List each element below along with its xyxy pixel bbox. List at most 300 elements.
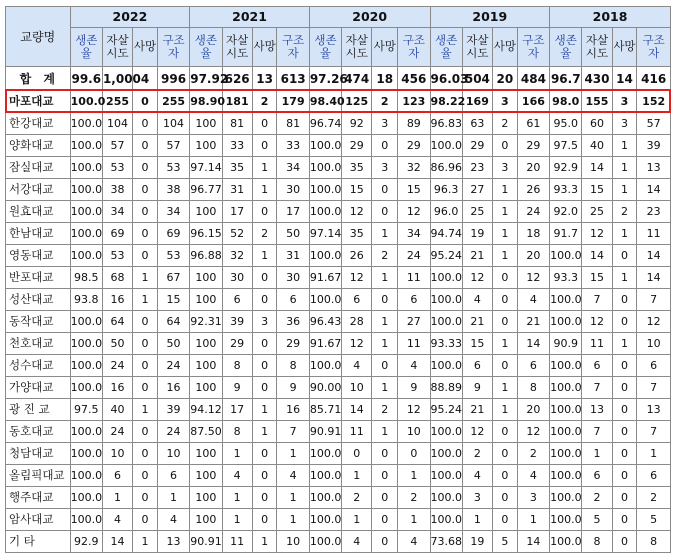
value-cell: 34 bbox=[277, 157, 309, 179]
value-cell: 12 bbox=[517, 267, 549, 289]
year-header-2022: 2022 bbox=[70, 7, 190, 28]
value-cell: 0 bbox=[133, 377, 158, 399]
value-cell: 69 bbox=[157, 223, 189, 245]
value-cell: 57 bbox=[157, 135, 189, 157]
value-cell: 100.0 bbox=[70, 443, 102, 465]
value-cell: 100.0 bbox=[309, 289, 341, 311]
bridge-name-cell: 천호대교 bbox=[6, 333, 71, 355]
value-cell: 100.0 bbox=[309, 509, 341, 531]
value-cell: 3 bbox=[492, 91, 517, 113]
value-cell: 33 bbox=[277, 135, 309, 157]
value-cell: 100.0 bbox=[550, 399, 582, 421]
value-cell: 100.0 bbox=[550, 465, 582, 487]
value-cell: 8 bbox=[517, 377, 549, 399]
value-cell: 35 bbox=[342, 223, 372, 245]
value-cell: 20 bbox=[492, 67, 517, 91]
value-cell: 29 bbox=[398, 135, 430, 157]
value-cell: 100.0 bbox=[70, 509, 102, 531]
value-cell: 12 bbox=[342, 267, 372, 289]
bridge-name-cell: 행주대교 bbox=[6, 487, 71, 509]
value-cell: 93.3 bbox=[550, 179, 582, 201]
value-cell: 1 bbox=[492, 399, 517, 421]
value-cell: 16 bbox=[102, 377, 132, 399]
value-cell: 8 bbox=[582, 531, 612, 553]
value-cell: 100 bbox=[190, 355, 222, 377]
value-cell: 100.0 bbox=[430, 421, 462, 443]
value-cell: 53 bbox=[157, 245, 189, 267]
value-cell: 73.68 bbox=[430, 531, 462, 553]
column-header-row bbox=[6, 28, 671, 67]
table-row bbox=[6, 311, 671, 333]
value-cell: 96.03 bbox=[430, 67, 462, 91]
value-cell: 94.12 bbox=[190, 399, 222, 421]
value-cell: 100.0 bbox=[70, 179, 102, 201]
bridge-name-cell: 한남대교 bbox=[6, 223, 71, 245]
highlighted-row bbox=[6, 91, 671, 113]
value-cell: 0 bbox=[133, 355, 158, 377]
value-cell: 626 bbox=[222, 67, 252, 91]
value-cell: 1 bbox=[612, 333, 637, 355]
value-cell: 96.0 bbox=[430, 201, 462, 223]
value-cell: 98.22 bbox=[430, 91, 462, 113]
value-cell: 24 bbox=[157, 355, 189, 377]
value-cell: 13 bbox=[637, 399, 671, 421]
value-cell: 0 bbox=[133, 135, 158, 157]
bridge-name-cell: 영동대교 bbox=[6, 245, 71, 267]
value-cell: 3 bbox=[372, 157, 398, 179]
value-cell: 1 bbox=[252, 421, 277, 443]
value-cell: 2 bbox=[637, 487, 671, 509]
value-cell: 0 bbox=[252, 509, 277, 531]
value-cell: 8 bbox=[277, 355, 309, 377]
value-cell: 100 bbox=[190, 487, 222, 509]
value-cell: 11 bbox=[582, 333, 612, 355]
value-cell: 0 bbox=[372, 179, 398, 201]
value-cell: 85.71 bbox=[309, 399, 341, 421]
value-cell: 13 bbox=[157, 531, 189, 553]
value-cell: 0 bbox=[492, 443, 517, 465]
year-header-2019: 2019 bbox=[430, 7, 550, 28]
value-cell: 100.0 bbox=[309, 245, 341, 267]
value-cell: 14 bbox=[582, 157, 612, 179]
value-cell: 0 bbox=[372, 531, 398, 553]
value-cell: 1 bbox=[342, 465, 372, 487]
value-cell: 1 bbox=[252, 245, 277, 267]
value-cell: 69 bbox=[102, 223, 132, 245]
bridge-name-cell: 서강대교 bbox=[6, 179, 71, 201]
value-cell: 0 bbox=[612, 465, 637, 487]
value-cell: 6 bbox=[398, 289, 430, 311]
column-header-rescued: 구조자 bbox=[517, 28, 549, 67]
column-header-deaths: 사망 bbox=[372, 28, 398, 67]
value-cell: 29 bbox=[462, 135, 492, 157]
value-cell: 4 bbox=[277, 465, 309, 487]
value-cell: 12 bbox=[398, 399, 430, 421]
value-cell: 96.88 bbox=[190, 245, 222, 267]
value-cell: 6 bbox=[102, 465, 132, 487]
value-cell: 2 bbox=[372, 399, 398, 421]
value-cell: 92.9 bbox=[550, 157, 582, 179]
value-cell: 24 bbox=[398, 245, 430, 267]
value-cell: 15 bbox=[462, 333, 492, 355]
value-cell: 100.0 bbox=[309, 487, 341, 509]
value-cell: 34 bbox=[398, 223, 430, 245]
value-cell: 39 bbox=[157, 399, 189, 421]
value-cell: 100.0 bbox=[70, 223, 102, 245]
value-cell: 100.0 bbox=[70, 113, 102, 135]
value-cell: 5 bbox=[492, 531, 517, 553]
value-cell: 1 bbox=[492, 201, 517, 223]
value-cell: 17 bbox=[222, 399, 252, 421]
value-cell: 0 bbox=[492, 509, 517, 531]
table-row bbox=[6, 377, 671, 399]
value-cell: 1 bbox=[277, 443, 309, 465]
table-row bbox=[6, 289, 671, 311]
value-cell: 57 bbox=[102, 135, 132, 157]
value-cell: 100.0 bbox=[550, 421, 582, 443]
value-cell: 0 bbox=[492, 465, 517, 487]
table-row bbox=[6, 179, 671, 201]
value-cell: 0 bbox=[133, 509, 158, 531]
value-cell: 0 bbox=[372, 201, 398, 223]
value-cell: 0 bbox=[252, 135, 277, 157]
value-cell: 20 bbox=[517, 399, 549, 421]
value-cell: 0 bbox=[133, 421, 158, 443]
value-cell: 95.24 bbox=[430, 245, 462, 267]
table-row bbox=[6, 245, 671, 267]
value-cell: 93.8 bbox=[70, 289, 102, 311]
value-cell: 0 bbox=[372, 487, 398, 509]
value-cell: 1 bbox=[637, 443, 671, 465]
value-cell: 14 bbox=[342, 399, 372, 421]
value-cell: 100 bbox=[190, 443, 222, 465]
total-row bbox=[6, 67, 671, 91]
value-cell: 13 bbox=[582, 399, 612, 421]
value-cell: 4 bbox=[398, 531, 430, 553]
value-cell: 100 bbox=[190, 333, 222, 355]
value-cell: 0 bbox=[612, 377, 637, 399]
value-cell: 4 bbox=[102, 509, 132, 531]
value-cell: 0 bbox=[252, 355, 277, 377]
value-cell: 100.0 bbox=[550, 443, 582, 465]
value-cell: 68 bbox=[102, 267, 132, 289]
value-cell: 100.0 bbox=[70, 91, 102, 113]
value-cell: 0 bbox=[612, 531, 637, 553]
value-cell: 7 bbox=[582, 377, 612, 399]
value-cell: 14 bbox=[612, 67, 637, 91]
value-cell: 13 bbox=[637, 157, 671, 179]
bridge-name-cell: 올림픽대교 bbox=[6, 465, 71, 487]
value-cell: 100.0 bbox=[70, 487, 102, 509]
column-header-attempts: 자살시도 bbox=[462, 28, 492, 67]
value-cell: 1 bbox=[372, 421, 398, 443]
value-cell: 30 bbox=[277, 267, 309, 289]
value-cell: 4 bbox=[462, 465, 492, 487]
value-cell: 0 bbox=[612, 355, 637, 377]
value-cell: 24 bbox=[517, 201, 549, 223]
value-cell: 96.43 bbox=[309, 311, 341, 333]
value-cell: 0 bbox=[612, 487, 637, 509]
value-cell: 1 bbox=[102, 487, 132, 509]
value-cell: 0 bbox=[492, 421, 517, 443]
value-cell: 1 bbox=[398, 509, 430, 531]
value-cell: 1 bbox=[133, 289, 158, 311]
value-cell: 19 bbox=[462, 531, 492, 553]
value-cell: 10 bbox=[277, 531, 309, 553]
value-cell: 86.96 bbox=[430, 157, 462, 179]
value-cell: 91.7 bbox=[550, 223, 582, 245]
value-cell: 97.92 bbox=[190, 67, 222, 91]
value-cell: 0 bbox=[372, 135, 398, 157]
value-cell: 11 bbox=[398, 333, 430, 355]
table-row bbox=[6, 135, 671, 157]
value-cell: 100 bbox=[190, 465, 222, 487]
value-cell: 21 bbox=[462, 311, 492, 333]
value-cell: 3 bbox=[462, 487, 492, 509]
column-header-attempts: 자살시도 bbox=[342, 28, 372, 67]
value-cell: 15 bbox=[398, 179, 430, 201]
value-cell: 14 bbox=[517, 333, 549, 355]
value-cell: 88.89 bbox=[430, 377, 462, 399]
value-cell: 100.0 bbox=[309, 443, 341, 465]
value-cell: 15 bbox=[157, 289, 189, 311]
value-cell: 100.0 bbox=[550, 311, 582, 333]
column-header-survival-rate: 생존율 bbox=[309, 28, 341, 67]
bridge-name-cell: 동호대교 bbox=[6, 421, 71, 443]
value-cell: 2 bbox=[252, 223, 277, 245]
table-row bbox=[6, 443, 671, 465]
value-cell: 484 bbox=[517, 67, 549, 91]
table-row bbox=[6, 509, 671, 531]
value-cell: 100 bbox=[190, 509, 222, 531]
value-cell: 14 bbox=[637, 245, 671, 267]
value-cell: 6 bbox=[582, 465, 612, 487]
value-cell: 100.0 bbox=[309, 531, 341, 553]
value-cell: 100.0 bbox=[430, 465, 462, 487]
value-cell: 17 bbox=[277, 201, 309, 223]
value-cell: 99.6 bbox=[70, 67, 102, 91]
value-cell: 0 bbox=[492, 267, 517, 289]
value-cell: 39 bbox=[637, 135, 671, 157]
value-cell: 95.24 bbox=[430, 399, 462, 421]
value-cell: 4 bbox=[342, 355, 372, 377]
value-cell: 179 bbox=[277, 91, 309, 113]
value-cell: 2 bbox=[582, 487, 612, 509]
value-cell: 3 bbox=[612, 113, 637, 135]
value-cell: 14 bbox=[102, 531, 132, 553]
value-cell: 24 bbox=[157, 421, 189, 443]
value-cell: 1 bbox=[277, 509, 309, 531]
value-cell: 100.0 bbox=[430, 443, 462, 465]
value-cell: 100.0 bbox=[430, 487, 462, 509]
bridge-name-cell: 가양대교 bbox=[6, 377, 71, 399]
value-cell: 40 bbox=[582, 135, 612, 157]
value-cell: 100.0 bbox=[550, 245, 582, 267]
value-cell: 2 bbox=[252, 91, 277, 113]
value-cell: 23 bbox=[462, 157, 492, 179]
value-cell: 92 bbox=[342, 113, 372, 135]
value-cell: 0 bbox=[133, 113, 158, 135]
value-cell: 4 bbox=[342, 531, 372, 553]
value-cell: 0 bbox=[252, 267, 277, 289]
value-cell: 98.40 bbox=[309, 91, 341, 113]
value-cell: 0 bbox=[252, 465, 277, 487]
value-cell: 1 bbox=[133, 267, 158, 289]
value-cell: 100 bbox=[190, 377, 222, 399]
table-row bbox=[6, 531, 671, 553]
value-cell: 166 bbox=[517, 91, 549, 113]
table-row bbox=[6, 201, 671, 223]
value-cell: 2 bbox=[372, 245, 398, 267]
value-cell: 15 bbox=[582, 267, 612, 289]
value-cell: 14 bbox=[582, 245, 612, 267]
column-header-rescued: 구조자 bbox=[398, 28, 430, 67]
value-cell: 53 bbox=[157, 157, 189, 179]
value-cell: 93.3 bbox=[550, 267, 582, 289]
value-cell: 96.3 bbox=[430, 179, 462, 201]
value-cell: 95.0 bbox=[550, 113, 582, 135]
value-cell: 0 bbox=[252, 487, 277, 509]
value-cell: 100.0 bbox=[309, 179, 341, 201]
value-cell: 0 bbox=[612, 311, 637, 333]
value-cell: 100.0 bbox=[309, 465, 341, 487]
table-row bbox=[6, 355, 671, 377]
value-cell: 6 bbox=[462, 355, 492, 377]
value-cell: 98.5 bbox=[70, 267, 102, 289]
value-cell: 0 bbox=[252, 113, 277, 135]
value-cell: 28 bbox=[342, 311, 372, 333]
value-cell: 100.0 bbox=[70, 421, 102, 443]
value-cell: 1 bbox=[252, 399, 277, 421]
value-cell: 15 bbox=[342, 179, 372, 201]
value-cell: 81 bbox=[222, 113, 252, 135]
value-cell: 2 bbox=[517, 443, 549, 465]
value-cell: 0 bbox=[133, 245, 158, 267]
value-cell: 90.9 bbox=[550, 333, 582, 355]
column-header-survival-rate: 생존율 bbox=[70, 28, 102, 67]
value-cell: 0 bbox=[372, 355, 398, 377]
value-cell: 5 bbox=[637, 509, 671, 531]
value-cell: 29 bbox=[517, 135, 549, 157]
value-cell: 13 bbox=[252, 67, 277, 91]
value-cell: 1 bbox=[612, 135, 637, 157]
value-cell: 5 bbox=[582, 509, 612, 531]
value-cell: 504 bbox=[462, 67, 492, 91]
year-header-2018: 2018 bbox=[550, 7, 671, 28]
value-cell: 3 bbox=[517, 487, 549, 509]
value-cell: 27 bbox=[398, 311, 430, 333]
bridge-name-cell: 광 진 교 bbox=[6, 399, 71, 421]
value-cell: 100.0 bbox=[70, 377, 102, 399]
value-cell: 100.0 bbox=[70, 311, 102, 333]
value-cell: 96.15 bbox=[190, 223, 222, 245]
value-cell: 6 bbox=[222, 289, 252, 311]
value-cell: 11 bbox=[342, 421, 372, 443]
value-cell: 15 bbox=[582, 179, 612, 201]
value-cell: 91.67 bbox=[309, 267, 341, 289]
value-cell: 8 bbox=[222, 421, 252, 443]
bridge-name-cell: 잠실대교 bbox=[6, 157, 71, 179]
value-cell: 100.0 bbox=[550, 355, 582, 377]
value-cell: 35 bbox=[342, 157, 372, 179]
value-cell: 2 bbox=[398, 487, 430, 509]
value-cell: 0 bbox=[252, 201, 277, 223]
value-cell: 26 bbox=[517, 179, 549, 201]
bridge-name-cell: 청담대교 bbox=[6, 443, 71, 465]
value-cell: 0 bbox=[133, 487, 158, 509]
value-cell: 104 bbox=[102, 113, 132, 135]
value-cell: 1 bbox=[222, 509, 252, 531]
value-cell: 613 bbox=[277, 67, 309, 91]
year-header-2021: 2021 bbox=[190, 7, 310, 28]
value-cell: 12 bbox=[398, 201, 430, 223]
value-cell: 0 bbox=[492, 487, 517, 509]
value-cell: 100.0 bbox=[309, 157, 341, 179]
value-cell: 1 bbox=[398, 465, 430, 487]
value-cell: 90.00 bbox=[309, 377, 341, 399]
column-header-rescued: 구조자 bbox=[157, 28, 189, 67]
value-cell: 0 bbox=[612, 509, 637, 531]
table-row bbox=[6, 267, 671, 289]
value-cell: 0 bbox=[612, 289, 637, 311]
bridge-name-cell: 원효대교 bbox=[6, 201, 71, 223]
value-cell: 100 bbox=[190, 289, 222, 311]
value-cell: 25 bbox=[462, 201, 492, 223]
value-cell: 12 bbox=[517, 421, 549, 443]
value-cell: 11 bbox=[637, 223, 671, 245]
value-cell: 11 bbox=[398, 267, 430, 289]
value-cell: 181 bbox=[222, 91, 252, 113]
value-cell: 100.0 bbox=[550, 509, 582, 531]
value-cell: 125 bbox=[342, 91, 372, 113]
value-cell: 100.0 bbox=[550, 377, 582, 399]
value-cell: 19 bbox=[462, 223, 492, 245]
table-row bbox=[6, 333, 671, 355]
value-cell: 2 bbox=[492, 113, 517, 135]
value-cell: 98.0 bbox=[550, 91, 582, 113]
stats-table-wrapper bbox=[5, 6, 671, 553]
value-cell: 21 bbox=[462, 399, 492, 421]
value-cell: 63 bbox=[462, 113, 492, 135]
value-cell: 0 bbox=[342, 443, 372, 465]
value-cell: 98.90 bbox=[190, 91, 222, 113]
value-cell: 50 bbox=[157, 333, 189, 355]
value-cell: 9 bbox=[462, 377, 492, 399]
value-cell: 6 bbox=[157, 465, 189, 487]
value-cell: 96.7 bbox=[550, 67, 582, 91]
value-cell: 53 bbox=[102, 245, 132, 267]
value-cell: 91.67 bbox=[309, 333, 341, 355]
value-cell: 53 bbox=[102, 157, 132, 179]
value-cell: 100.0 bbox=[550, 531, 582, 553]
value-cell: 1 bbox=[612, 223, 637, 245]
value-cell: 996 bbox=[157, 67, 189, 91]
value-cell: 0 bbox=[133, 157, 158, 179]
value-cell: 21 bbox=[462, 245, 492, 267]
value-cell: 0 bbox=[612, 245, 637, 267]
value-cell: 97.14 bbox=[309, 223, 341, 245]
value-cell: 100.0 bbox=[70, 135, 102, 157]
value-cell: 100 bbox=[190, 201, 222, 223]
value-cell: 10 bbox=[637, 333, 671, 355]
value-cell: 90.91 bbox=[309, 421, 341, 443]
value-cell: 3 bbox=[612, 91, 637, 113]
value-cell: 1 bbox=[277, 487, 309, 509]
value-cell: 0 bbox=[612, 399, 637, 421]
value-cell: 416 bbox=[637, 67, 671, 91]
value-cell: 16 bbox=[277, 399, 309, 421]
value-cell: 0 bbox=[492, 311, 517, 333]
